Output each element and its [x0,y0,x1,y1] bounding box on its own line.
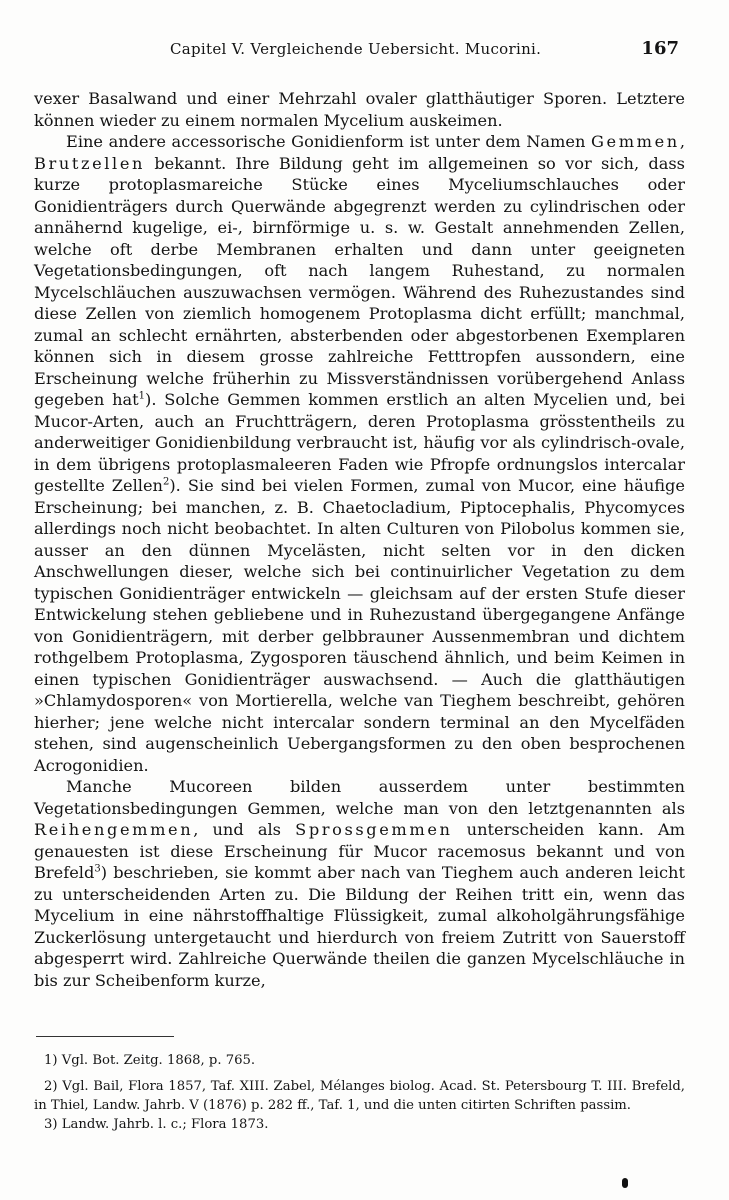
running-head: Capitel V. Vergleichende Uebersicht. Mucorini. [170,40,542,58]
footnote-text: Vgl. Bail, Flora 1857, Taf. XIII. Zabel, Mélanges biolog. Acad. St. Petersbourg T. III. Brefeld, in Thiel, Landw. Jahrb. V (1876) p. 282 ff., Taf. 1, und die unten citirten Schriften passim. [34,1079,685,1113]
paragraph-3-text-c: unterscheiden kann. Am genauesten ist diese Erscheinung für Mucor racemosus bekannt und von Brefeld [34,820,686,882]
footnote-mark: 1) [44,1053,58,1068]
term-brutzellen: Brutzellen [34,153,146,173]
footnote-ref-1: 1 [138,390,146,402]
page-header [170,38,679,64]
paragraph-3 [34,776,685,991]
paragraph-2-text-b: , [679,132,685,151]
footnote-1 [34,1052,685,1070]
paragraph-3-text-a: Manche Mucoreen bilden ausserdem unter bestimmten Vegetationsbedingungen Gemmen, welche man von den letztgenannten als [34,777,685,818]
term-gemmen: Gemmen [591,132,680,151]
footnote-3 [34,1116,685,1134]
footnotes [34,1052,685,1136]
footnote-mark: 2) [44,1079,58,1095]
footnote-ref-3: 3 [94,863,101,875]
footnote-ref-2: 2 [162,476,170,488]
paragraph-2-text-c: bekannt. Ihre Bildung geht im allgemeinen so vor sich, dass kurze protoplasmareiche Stücke eines Myceliumschlauches oder Gonidienträgers durch Querwände abgegrenzt werden zu cylindrischen oder annähernd kugelige, ei-, birnförmige u. s. w. Gestalt annehmenden Zellen, welche oft derbe Membranen erhalten und dann unter geeigneten Vegetationsbedingungen, oft nach langem Ruhestand, zu normalen Mycelschläuchen auszuwachsen vermögen. Während des Ruhezustandes sind diese Zellen von ziemlich homogenem Protoplasma dicht erfüllt; manchmal, zumal an schlecht ernährten, absterbenden oder abgestorbenen Exemplaren können sich in diesem grosse zahlreiche Fetttropfen aussondern, eine Erscheinung welche früherhin zu Missverständnissen vorübergehend Anlass gegeben hat [34,153,685,409]
paragraph-3-text-b: , und als [193,820,296,839]
footnote-text: Vgl. Bot. Zeitg. 1868, p. 765. [61,1053,256,1068]
footnote-2 [34,1078,685,1115]
body-text [34,88,685,991]
paragraph-1-text: vexer Basalwand und einer Mehrzahl ovaler glatthäutiger Sporen. Letztere können wieder zu einem normalen Mycelium auskeimen. [34,89,685,130]
footnote-separator [36,1036,174,1037]
paragraph-2-text-d: ). Solche Gemmen kommen erstlich an alten Mycelien und, bei Mucor-Arten, auch an Fruchtträgern, deren Protoplasma grösstentheils zu anderweitiger Gonidienbildung verbraucht ist, häufig vor als cylindrisch-ovale, in dem übrigens protoplasmaleeren Faden wie Pfropfe ordnungslos intercalar gestellte Zellen [34,390,685,495]
paragraph-2-text-e: ). Sie sind bei vielen Formen, zumal von Mucor, eine häufige Erscheinung; bei manchen, z. B. Chaetocladium, Piptocephalis, Phycomyces allerdings noch nicht beobachtet. In alten Culturen von Pilobolus kommen sie, ausser an den dünnen Mycelästen, nicht selten vor in den dicken Anschwellungen dieser, welche sich bei continuirlicher Vegetation zu dem typischen Gonidienträger entwickeln — gleichsam auf der ersten Stufe dieser Entwickelung stehen gebliebene und in Ruhezustand übergegangene Anfänge von Gonidienträgern, mit derber gelbbrauner Aussenmembran und dichtem rothgelbem Protoplasma, Zygosporen täuschend ähnlich, und beim Keimen in einen typischen Gonidienträger auswachsend. — Auch die glatthäutigen »Chlamydosporen« von Mortierella, welche van Tieghem beschreibt, gehören hierher; jene welche nicht intercalar sondern terminal an den Mycelfäden stehen, sind augenscheinlich Uebergangsformen zu den oben besprochenen Acrogonidien. [34,476,686,775]
term-reihengemmen: Reihengemmen [34,820,194,839]
scan-speck [622,1178,628,1188]
footnote-text: Landw. Jahrb. l. c.; Flora 1873. [61,1117,269,1133]
paragraph-3-text-d: ) beschrieben, sie kommt aber nach van Tieghem auch anderen leicht zu unterscheidenden Arten zu. Die Bildung der Reihen tritt ein, wenn das Mycelium in eine nährstoffhaltige Flüssigkeit, zumal alkoholgährungsfähige Zuckerlösung untergetaucht und hierdurch von freiem Zutritt von Sauerstoff abgesperrt wird. Zahlreiche Querwände theilen die ganzen Mycelschläuche in bis zur Scheibenform kurze, [34,863,685,990]
paragraph-2-text-a: Eine andere accessorische Gonidienform ist unter dem Namen [66,132,592,151]
paragraph-2 [34,131,685,776]
term-sprossgemmen: Sprossgemmen [295,820,453,839]
page-number: 167 [641,38,679,59]
paragraph-1 [34,88,685,131]
footnote-mark: 3) [44,1117,58,1133]
